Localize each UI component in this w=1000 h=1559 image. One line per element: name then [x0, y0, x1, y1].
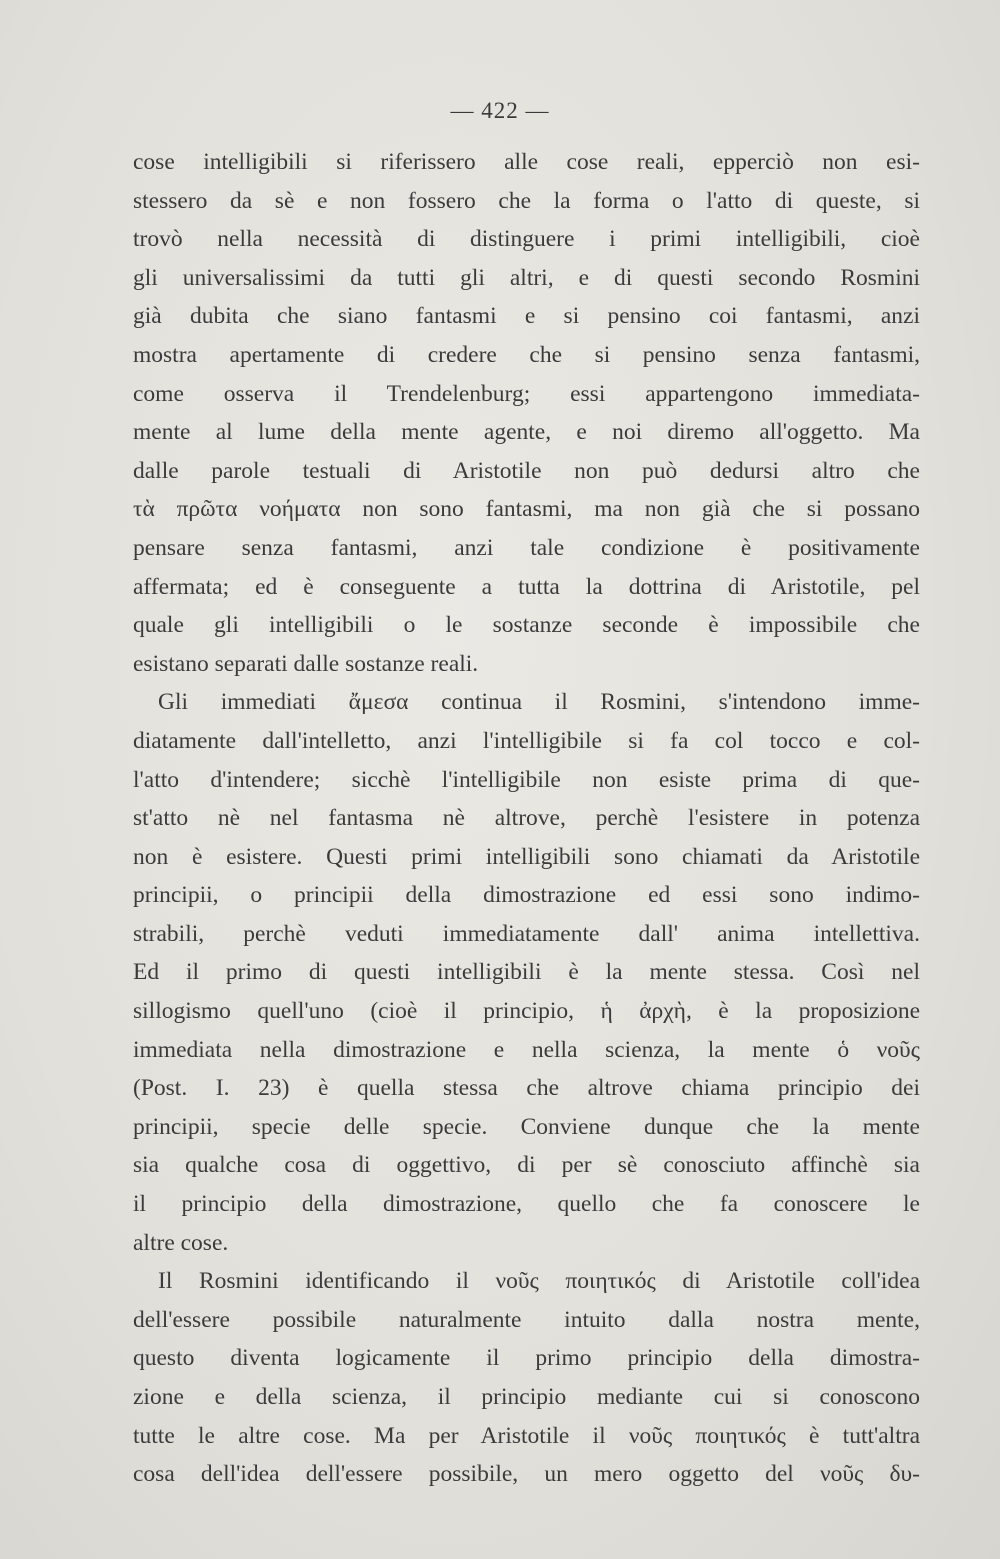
text-line: dell'essere possibile naturalmente intuito dalla nostra mente,	[133, 1306, 920, 1333]
text-line: quale gli intelligibili o le sostanze seconde è impossibile che	[133, 612, 920, 639]
text-line: cosa dell'idea dell'essere possibile, un mero oggetto del νοῦς δυ-	[133, 1461, 920, 1488]
text-line: già dubita che siano fantasmi e si pensino coi fantasmi, anzi	[133, 303, 920, 330]
text-line: questo diventa logicamente il primo principio della dimostra-	[133, 1345, 920, 1372]
text-line: st'atto nè nel fantasma nè altrove, perchè l'esistere in potenza	[133, 805, 920, 832]
text-line: pensare senza fantasmi, anzi tale condizione è positivamente	[133, 534, 920, 561]
text-line: esistano separati dalle sostanze reali.	[133, 650, 479, 677]
text-line: mente al lume della mente agente, e noi diremo all'oggetto. Ma	[133, 419, 920, 446]
text-line: zione e della scienza, il principio mediante cui si conoscono	[133, 1384, 920, 1410]
text-line: trovò nella necessità di distinguere i primi intelligibili, cioè	[133, 226, 920, 253]
text-line: Gli immediati ἄμεσα continua il Rosmini, s'intendono imme-	[158, 689, 920, 716]
body-text	[133, 143, 920, 1494]
text-line: gli universalissimi da tutti gli altri, e di questi secondo Rosmini	[133, 264, 920, 291]
page-number: — 422 —	[450, 98, 550, 123]
text-line: non è esistere. Questi primi intelligibili sono chiamati da Aristotile	[133, 843, 920, 870]
text-line: cose intelligibili si riferissero alle cose reali, epperciò non esi-	[133, 149, 920, 175]
text-line: sia qualche cosa di oggettivo, di per sè conosciuto affinchè sia	[133, 1152, 920, 1179]
text-line: τὰ πρῶτα νοήματα non sono fantasmi, ma non già che si possano	[133, 496, 920, 523]
text-line: immediata nella dimostrazione e nella scienza, la mente ὁ νοῦς	[133, 1036, 920, 1063]
text-line: mostra apertamente di credere che si pensino senza fantasmi,	[133, 341, 920, 368]
text-line: principii, specie delle specie. Conviene dunque che la mente	[133, 1113, 920, 1140]
text-line: strabili, perchè veduti immediatamente dall' anima intellettiva.	[133, 920, 920, 947]
text-line: diatamente dall'intelletto, anzi l'intelligibile si fa col tocco e col-	[133, 727, 920, 754]
text-line: sillogismo quell'uno (cioè il principio, ἡ ἀρχὴ, è la proposizione	[133, 998, 920, 1025]
text-line: stessero da sè e non fossero che la forma o l'atto di queste, si	[133, 187, 920, 214]
text-line: (Post. I. 23) è quella stessa che altrove chiama principio dei	[133, 1075, 920, 1102]
text-line: il principio della dimostrazione, quello che fa conoscere le	[133, 1191, 920, 1218]
text-line: Ed il primo di questi intelligibili è la mente stessa. Così nel	[133, 959, 920, 986]
text-line: l'atto d'intendere; sicchè l'intelligibile non esiste prima di que-	[133, 766, 920, 793]
text-line: principii, o principii della dimostrazione ed essi sono indimo-	[133, 882, 920, 909]
text-line: come osserva il Trendelenburg; essi appartengono immediata-	[133, 380, 920, 407]
text-line: tutte le altre cose. Ma per Aristotile il νοῦς ποιητικός è tutt'altra	[133, 1422, 920, 1449]
text-line: affermata; ed è conseguente a tutta la dottrina di Aristotile, pel	[133, 573, 920, 600]
text-line: dalle parole testuali di Aristotile non può dedursi altro che	[133, 457, 920, 484]
text-line: altre cose.	[133, 1229, 229, 1256]
text-line: Il Rosmini identificando il νοῦς ποιητικός di Aristotile coll'idea	[158, 1268, 920, 1295]
